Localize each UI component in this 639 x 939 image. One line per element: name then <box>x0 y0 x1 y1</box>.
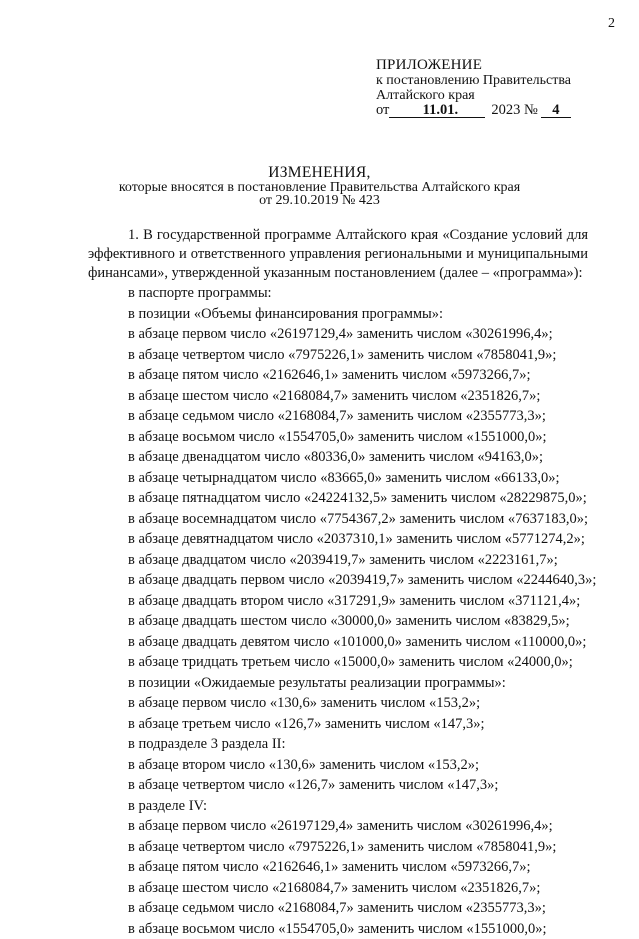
amendment-line: в абзаце первом число «26197129,4» заменить числом «30261996,4»; <box>88 816 588 837</box>
amendment-line: в абзаце четырнадцатом число «83665,0» заменить числом «66133,0»; <box>88 468 588 489</box>
amendment-line: в абзаце третьем число «126,7» заменить числом «147,3»; <box>88 714 588 735</box>
year-part: 2023 № <box>491 103 537 118</box>
amendment-line: в абзаце первом число «130,6» заменить числом «153,2»; <box>88 693 588 714</box>
amendment-line: в абзаце восьмом число «1554705,0» заменить числом «1551000,0»; <box>88 919 588 939</box>
header-subtitle: которые вносятся в постановление Правительства Алтайского края <box>0 181 639 194</box>
amendment-line: в абзаце двенадцатом число «80336,0» заменить числом «94163,0»; <box>88 447 588 468</box>
amendment-line: в абзаце двадцатом число «2039419,7» заменить числом «2223161,7»; <box>88 550 588 571</box>
header-title <box>0 166 639 180</box>
amendment-line: в абзаце девятнадцатом число «2037310,1» заменить числом «5771274,2»; <box>88 529 588 550</box>
amendment-line: в абзаце двадцать первом число «2039419,7» заменить числом «2244640,3»; <box>88 570 588 591</box>
document-number: 4 <box>541 103 571 118</box>
amendment-line: в абзаце пятнадцатом число «24224132,5» заменить числом «28229875,0»; <box>88 488 588 509</box>
amendment-line: в абзаце седьмом число «2168084,7» заменить числом «2355773,3»; <box>88 406 588 427</box>
amendment-line: в подразделе 3 раздела II: <box>88 734 588 755</box>
appendix-line-3: Алтайского края <box>376 88 606 103</box>
amendment-line: в абзаце пятом число «2162646,1» заменить числом «5973266,7»; <box>88 857 588 878</box>
amendment-line: в паспорте программы: <box>88 283 588 304</box>
header-date-line: от 29.10.2019 № 423 <box>0 194 639 207</box>
amendment-line: в разделе IV: <box>88 796 588 817</box>
amendment-line: в абзаце четвертом число «7975226,1» заменить числом «7858041,9»; <box>88 345 588 366</box>
document-body <box>88 226 588 939</box>
amendment-line: в абзаце четвертом число «126,7» заменить числом «147,3»; <box>88 775 588 796</box>
amendment-line: в абзаце шестом число «2168084,7» заменить числом «2351826,7»; <box>88 386 588 407</box>
amendment-list <box>88 283 588 939</box>
amendment-line: в абзаце четвертом число «7975226,1» заменить числом «7858041,9»; <box>88 837 588 858</box>
page-number: 2 <box>608 16 615 32</box>
intro-paragraph: 1. В государственной программе Алтайского края «Создание условий для эффективного и ответственного управления региональными и муниципальными финансами», утвержденной указанным постановлением (далее – «программа»): <box>88 226 588 283</box>
amendment-line: в абзаце втором число «130,6» заменить числом «153,2»; <box>88 755 588 776</box>
amendment-line: в абзаце восемнадцатом число «7754367,2» заменить числом «7637183,0»; <box>88 509 588 530</box>
date-prefix: от <box>376 103 389 118</box>
amendment-line: в абзаце первом число «26197129,4» заменить числом «30261996,4»; <box>88 324 588 345</box>
amendment-line: в абзаце седьмом число «2168084,7» заменить числом «2355773,3»; <box>88 898 588 919</box>
amendment-line: в абзаце двадцать девятом число «101000,0» заменить числом «110000,0»; <box>88 632 588 653</box>
amendment-line: в абзаце восьмом число «1554705,0» заменить числом «1551000,0»; <box>88 427 588 448</box>
amendment-line: в абзаце тридцать третьем число «15000,0» заменить числом «24000,0»; <box>88 652 588 673</box>
amendment-line: в позиции «Ожидаемые результаты реализации программы»: <box>88 673 588 694</box>
amendment-line: в абзаце пятом число «2162646,1» заменить числом «5973266,7»; <box>88 365 588 386</box>
appendix-block <box>376 58 606 118</box>
amendment-line: в абзаце двадцать шестом число «30000,0» заменить числом «83829,5»; <box>88 611 588 632</box>
amendment-line: в абзаце шестом число «2168084,7» заменить числом «2351826,7»; <box>88 878 588 899</box>
appendix-line-2: к постановлению Правительства <box>376 73 606 88</box>
amendment-line: в позиции «Объемы финансирования программы»: <box>88 304 588 325</box>
title-text: ИЗМЕНЕНИЯ, <box>268 164 370 181</box>
date-value: 11.01. <box>389 103 485 118</box>
amendment-line: в абзаце двадцать втором число «317291,9» заменить числом «371121,4»; <box>88 591 588 612</box>
appendix-title: ПРИЛОЖЕНИЕ <box>376 58 606 73</box>
appendix-date-line <box>376 103 606 118</box>
